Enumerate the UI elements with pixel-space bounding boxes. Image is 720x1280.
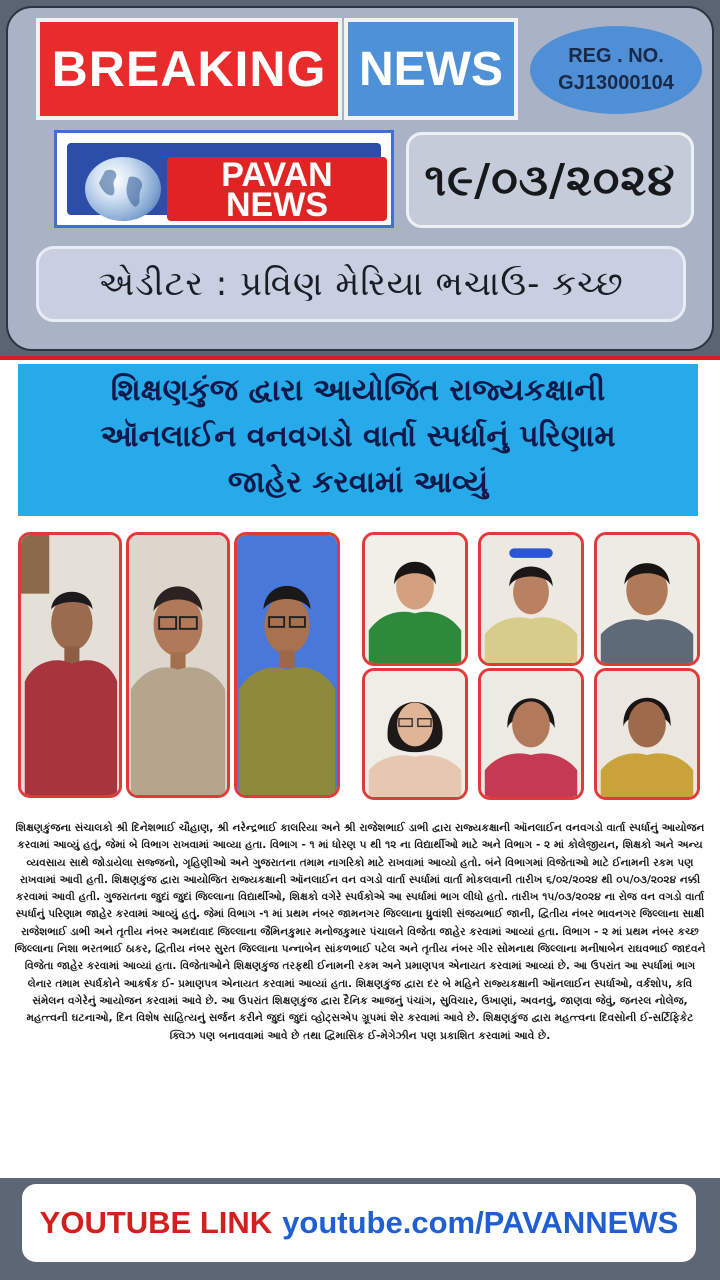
- organizer-photo-3: [234, 532, 340, 798]
- breaking-label: BREAKING: [36, 18, 342, 120]
- headline: [18, 364, 698, 516]
- logo-word-pavan: PAVAN: [221, 156, 333, 194]
- editor-line: એડીટર : પ્રવિણ મેરિયા ભચાઉ- કચ્છ: [36, 246, 686, 322]
- news-label: NEWS: [344, 18, 518, 120]
- organizer-photo-1: [18, 532, 122, 798]
- youtube-link-url[interactable]: youtube.com/PAVANNEWS: [282, 1205, 679, 1240]
- pavan-news-logo: [54, 130, 394, 228]
- reg-label: REG . NO.: [568, 45, 664, 67]
- divider-line: [0, 356, 720, 360]
- article-paragraph: શિક્ષણકુંજના સંચાલકો શ્રી દિનેશભાઈ ચૌહાણ, શ્રી નરેન્દ્રભાઈ કાલરિયા અને શ્રી રાજેશભાઈ ડાભી દ્વારા રાજ્યકક્ષાની ઑનલાઈન વનવગડો વાર્તા સ્પર્ધાનું આયોજન કરવામાં આવ્યું હતું, જેમાં બે વિભાગ રાખવામાં આવ્યા હતા. વિભાગ - ૧ માં ધોરણ ૫ થી ૧૨ ના વિદ્યાર્થીઓ માટે અને વિભાગ - ૨ માં કોલેજીયન, શિક્ષકો અને અન્ય વ્યવસાય સાથે જોડાયેલા સજ્જનો, ગૃહિણીઓ અને ગુજરાતના તમામ નાગરિકો માટે રાખવામાં આવ્યો હતો. બંને વિભાગમાં વિજેતાઓ માટે ઈનામની રકમ પણ રાખવામાં આવી હતી. શિક્ષણકુંજ દ્વારા આયોજિત રાજ્યકક્ષાની ઑનલાઈન વન વગડો વાર્તા સ્પર્ધામાં વાર્તા મોકલવાની તારીખ ૬/૦૨/૨૦૨૪ થી ૦૫/૦૩/૨૦૨૪ નક્કી કરવામાં આવી હતી. ગુજરાતના જુદાં જુદાં જિલ્લાના વિદ્યાર્થીઓ, શિક્ષકો વગેરે સ્પર્ધકોએ આ સ્પર્ધામાં ભાગ લીધો હતો. તારીખ ૧૫/૦૩/૨૦૨૪ ના રોજ વન વગડો વાર્તા સ્પર્ધાનું પરિણામ જાહેર કરવામાં આવ્યું હતું. જેમાં વિભાગ -૧ માં પ્રથમ નંબર જામનગર જિલ્લાના ધ્રુવાંશી સંજયભાઈ જાની, દ્વિતીય નંબર ભાવનગર જિલ્લાના સાક્ષી રાજેશભાઈ ડાભી અને તૃતીય નંબર અમદાવાદ જિલ્લાના જૈમિનકુમાર મનોજકુમાર પંચાલને વિજેતા જાહેર કરવામાં આવ્યાં હતા. વિભાગ - ૨ માં પ્રથમ નંબર કચ્છ જિલ્લાના નિશા ભરતભાઈ ઠાકર, દ્વિતીય નંબર સુરત જિલ્લાના પન્નાબેન સાંકળભાઈ પટેલ અને તૃતીય નંબર ગીર સોમનાથ જિલ્લાના મનીષાબેન રાઘવભાઈ જાદવને વિજેતા જાહેર કરવામાં આવ્યાં હતા. વિજેતાઓને શિક્ષણકુંજ તરફથી ઈનામની રકમ અને પ્રમાણપત્ર એનાયત કરવામાં આવ્યાં છે. આ ઉપરાંત આ સ્પર્ધામાં ભાગ લેનાર તમામ સ્પર્ધકોને આકર્ષક ઈ- પ્રમાણપત્ર એનાયત કરવામાં આવ્યાં હતા. શિક્ષણકુંજ દ્વારા દર બે મહિને રાજ્યકક્ષાની ઑનલાઈન સ્પર્ધાઓ, વર્કશોપ, કવિ સંમેલન વગેરેનું આયોજન કરવામાં આવે છે. આ ઉપરાંત શિક્ષણકુંજ દ્વારા દૈનિક આજનું પંચાંગ, સુવિચાર, ઉખાણાં, અવનવું, જાણવા જેવું, જનરલ નોલેજ, મહત્ત્વની ઘટનાઓ, દિન વિશેષ સાહિત્યનું સર્જન કરીને જુદાં જુદાં વ્હોટ્સએપ ગ્રૂપમાં શેર કરવામાં આવે છે. શિક્ષણકુંજ દ્વારા મહત્ત્વના દિવસોની ઈ-સર્ટિફિકેટ ક્વિઝ પણ બનાવવામાં આવે છે તથા દ્વિમાસિક ઈ-મેગેઝીન પણ પ્રકાશિત કરવામાં આવે છે.: [14, 822, 706, 1042]
- youtube-link-label: YOUTUBE LINK: [39, 1205, 273, 1240]
- reg-number: GJ13000104: [558, 72, 674, 94]
- headline-line-2: ઑનલાઈન વનવગડો વાર્તા સ્પર્ધાનું પરિણામ: [100, 419, 616, 454]
- article-body: [12, 820, 708, 1175]
- winner-photo-6: [594, 668, 700, 800]
- headline-line-1: શિક્ષણકુંજ દ્વારા આયોજિત રાજ્યકક્ષાની: [110, 373, 606, 408]
- issue-date: ૧૯/૦૩/૨૦૨૪: [406, 132, 694, 228]
- organizer-photo-2: [126, 532, 230, 798]
- logo-band: [67, 143, 381, 224]
- youtube-link-box[interactable]: [22, 1184, 696, 1262]
- logo-word-news: NEWS: [226, 186, 328, 224]
- headline-line-3: જાહેર કરવામાં આવ્યું: [227, 465, 489, 500]
- winner-photo-1: [362, 532, 468, 666]
- logo-wordmark: [167, 156, 387, 224]
- winner-photo-4: [362, 668, 468, 800]
- winner-photo-3: [594, 532, 700, 666]
- registration-badge: [530, 26, 702, 114]
- winner-photo-2: [478, 532, 584, 666]
- globe-land-icon: [85, 157, 161, 221]
- winner-photo-5: [478, 668, 584, 800]
